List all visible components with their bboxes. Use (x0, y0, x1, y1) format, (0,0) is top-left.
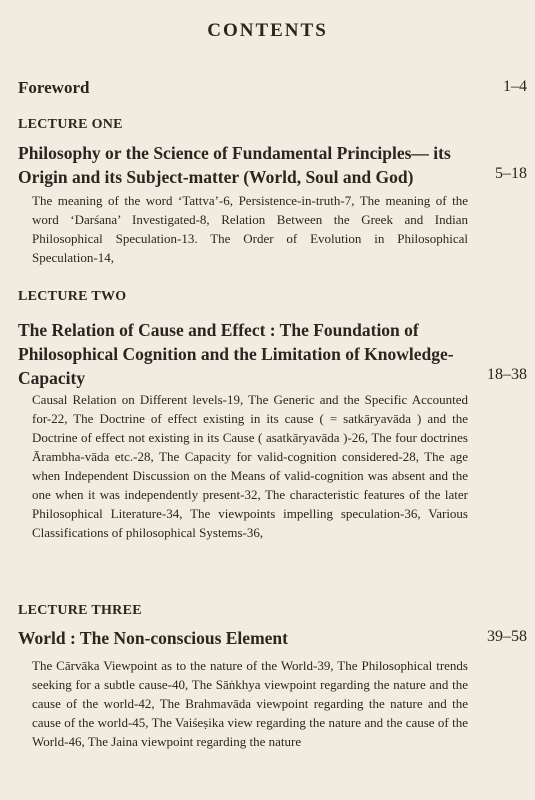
lecture-three-pages: 39–58 (487, 628, 527, 645)
foreword-pages: 1–4 (503, 78, 527, 95)
lecture-two-heading: The Relation of Cause and Effect : The Foundation of Philosophical Cognition and the Limitation of Knowledge-Capacity (18, 320, 454, 388)
lecture-one-heading: Philosophy or the Science of Fundamental Principles— its Origin and its Subject-matter (World, Soul and God) (18, 143, 451, 187)
lecture-two-label: LECTURE TWO (18, 289, 127, 304)
lecture-two-heading-block (18, 318, 523, 390)
lecture-one-heading-block (18, 141, 523, 189)
lecture-two-description: Causal Relation on Different levels-19, The Generic and the Specific Accounted for-22, The Doctrine of effect existing in its cause ( = satkāryavāda ) and the Doctrine of effect not existing in its Cause ( asatkāryavāda )-26, The four doctrines Ārambha-vāda etc.-28, The Capacity for valid-cognition considered-28, The age when Independent Discussion on the Means of valid-cognition was absent and the one when it was independently present-32, The characteristic features of the later Philosophical Literature-34, The viewpoints impelling speculation-36, Various Classifications of philosophical Systems-36, (32, 392, 468, 540)
lecture-one-label: LECTURE ONE (18, 117, 123, 132)
foreword-label: Foreword (18, 78, 90, 97)
lecture-three-label: LECTURE THREE (18, 603, 142, 618)
lecture-three-description: The Cārvāka Viewpoint as to the nature of the World-39, The Philosophical trends seeking for a subtle cause-40, The Sāṅkhya viewpoint regarding the nature and the cause of the world-42, The Brahmavāda viewpoint regarding the nature and the cause of the world-45, The Vaiśeṣika view regarding the nature and the cause of the World-46, The Jaina viewpoint regarding the nature (32, 658, 468, 749)
lecture-three-heading-block (18, 626, 523, 650)
lecture-one-description: The meaning of the word ‘Tattva’-6, Persistence-in-truth-7, The meaning of the word ‘Darśana’ Investigated-8, Relation Between the Greek and Indian Philosophical Speculation-13. The Order of Evolution in Philosophical Speculation-14, (32, 193, 468, 265)
lecture-two-pages: 18–38 (487, 366, 527, 383)
lecture-one-pages: 5–18 (495, 165, 527, 182)
foreword-entry (18, 76, 523, 100)
page-title: CONTENTS (207, 20, 328, 41)
lecture-three-heading: World : The Non-conscious Element (18, 628, 288, 648)
